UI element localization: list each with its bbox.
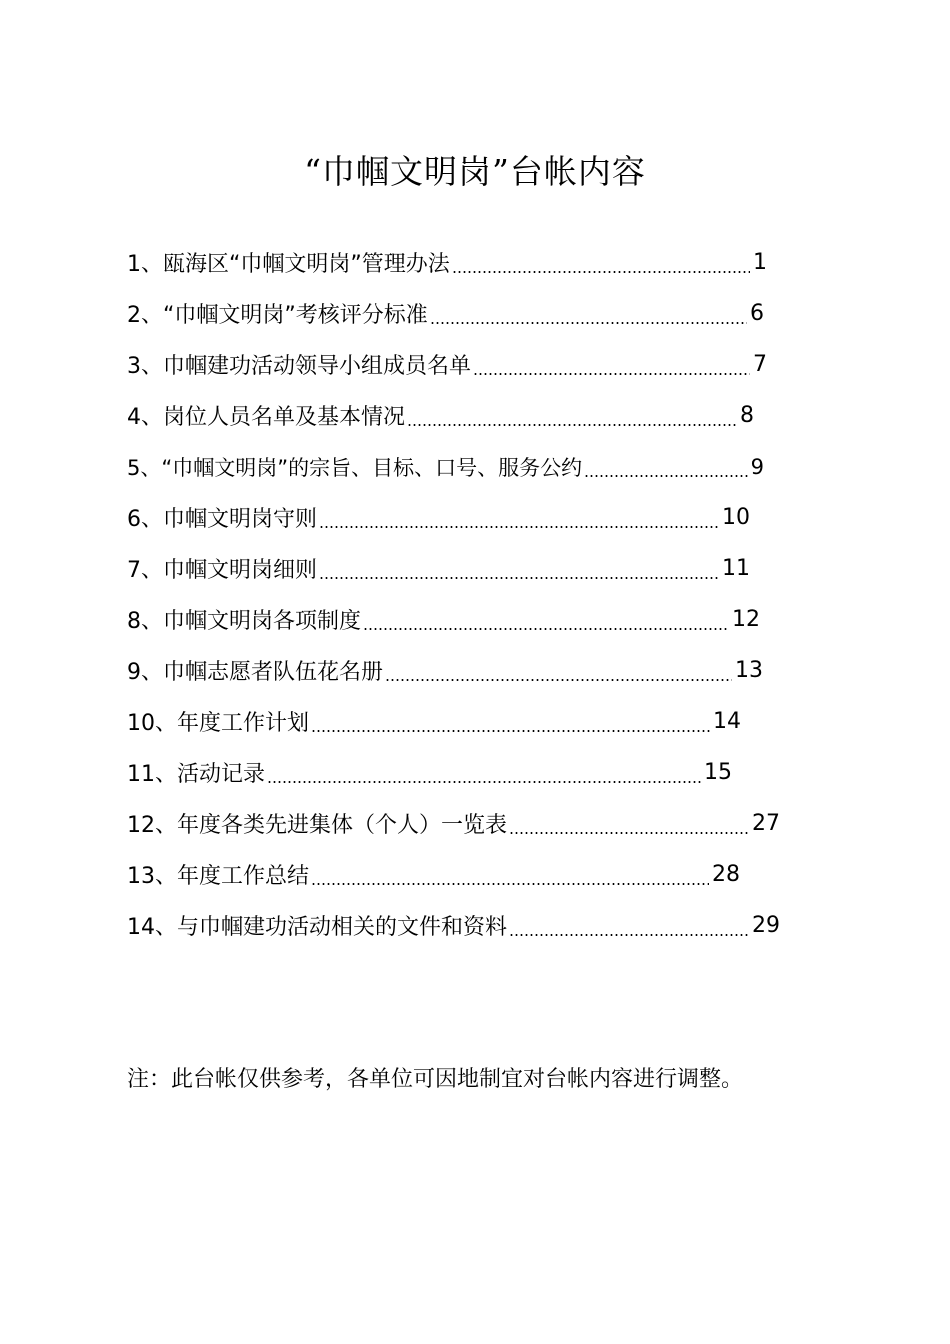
toc-item-2 xyxy=(127,288,764,339)
dot-leader xyxy=(430,305,747,325)
toc-item-number: 6、 xyxy=(127,507,163,532)
dot-leader xyxy=(311,866,709,886)
toc-item-11 xyxy=(127,747,732,798)
dot-leader xyxy=(509,815,749,835)
toc-item-number: 2、 xyxy=(127,303,163,328)
toc-item-7 xyxy=(127,543,750,594)
toc-item-page: 12 xyxy=(732,607,760,632)
toc-item-page: 27 xyxy=(752,811,780,836)
toc-item-page: 13 xyxy=(735,658,763,683)
dot-leader xyxy=(319,509,719,529)
toc-item-page: 15 xyxy=(704,760,732,785)
toc-item-label: 巾帼志愿者队伍花名册 xyxy=(163,660,384,685)
toc-item-number: 9、 xyxy=(127,660,163,685)
toc-item-12 xyxy=(127,798,780,849)
toc-item-page: 6 xyxy=(750,301,764,326)
toc-item-number: 7、 xyxy=(127,558,163,583)
dot-leader xyxy=(267,764,701,784)
toc-item-label: “巾帼文明岗”考核评分标准 xyxy=(163,303,428,328)
dot-leader xyxy=(407,407,737,427)
toc-item-label: 年度工作总结 xyxy=(177,864,310,889)
dot-leader xyxy=(311,713,710,733)
dot-leader xyxy=(385,662,732,682)
toc-item-label: 与巾帼建功活动相关的文件和资料 xyxy=(177,915,508,940)
table-of-contents xyxy=(127,237,827,951)
toc-item-page: 8 xyxy=(740,403,754,428)
toc-item-10 xyxy=(127,696,741,747)
toc-item-label: 巾帼文明岗细则 xyxy=(163,558,318,583)
toc-item-number: 4、 xyxy=(127,405,163,430)
toc-item-page: 29 xyxy=(752,913,780,938)
dot-leader xyxy=(363,611,729,631)
toc-item-label: 活动记录 xyxy=(177,762,266,787)
toc-item-label: 巾帼文明岗各项制度 xyxy=(163,609,362,634)
toc-item-page: 11 xyxy=(722,556,750,581)
page-title: “巾帼文明岗”台帐内容 xyxy=(304,152,646,191)
toc-item-5 xyxy=(127,441,764,492)
dot-leader xyxy=(509,917,749,937)
toc-item-label: 巾帼文明岗守则 xyxy=(163,507,318,532)
toc-item-label: 瓯海区“巾帼文明岗”管理办法 xyxy=(163,252,450,277)
toc-item-6 xyxy=(127,492,750,543)
toc-item-page: 14 xyxy=(713,709,741,734)
dot-leader xyxy=(473,356,750,376)
dot-leader xyxy=(584,458,747,478)
toc-item-1 xyxy=(127,237,767,288)
toc-item-page: 1 xyxy=(753,250,767,275)
toc-item-label: “巾帼文明岗”的宗旨、目标、口号、服务公约 xyxy=(161,455,583,480)
toc-item-8 xyxy=(127,594,760,645)
toc-item-page: 7 xyxy=(753,352,767,377)
toc-item-number: 8、 xyxy=(127,609,163,634)
toc-item-label: 年度各类先进集体（个人）一览表 xyxy=(177,813,508,838)
toc-item-number: 5、 xyxy=(127,455,162,480)
toc-item-3 xyxy=(127,339,767,390)
toc-item-number: 10、 xyxy=(127,711,177,736)
toc-item-page: 9 xyxy=(750,454,764,479)
toc-item-4 xyxy=(127,390,754,441)
toc-item-label: 岗位人员名单及基本情况 xyxy=(163,405,406,430)
toc-item-number: 11、 xyxy=(127,762,177,787)
toc-item-page: 10 xyxy=(722,505,750,530)
toc-item-number: 3、 xyxy=(127,354,163,379)
toc-item-number: 13、 xyxy=(127,864,177,889)
dot-leader xyxy=(452,254,750,274)
toc-item-9 xyxy=(127,645,763,696)
toc-item-number: 1、 xyxy=(127,252,163,277)
dot-leader xyxy=(319,560,719,580)
toc-item-number: 12、 xyxy=(127,813,177,838)
footnote: 注：此台帐仅供参考，各单位可因地制宜对台帐内容进行调整。 xyxy=(127,1067,744,1092)
toc-item-13 xyxy=(127,849,740,900)
toc-item-label: 巾帼建功活动领导小组成员名单 xyxy=(163,354,472,379)
toc-item-14 xyxy=(127,900,780,951)
toc-item-label: 年度工作计划 xyxy=(177,711,310,736)
toc-item-number: 14、 xyxy=(127,915,177,940)
toc-item-page: 28 xyxy=(712,862,740,887)
